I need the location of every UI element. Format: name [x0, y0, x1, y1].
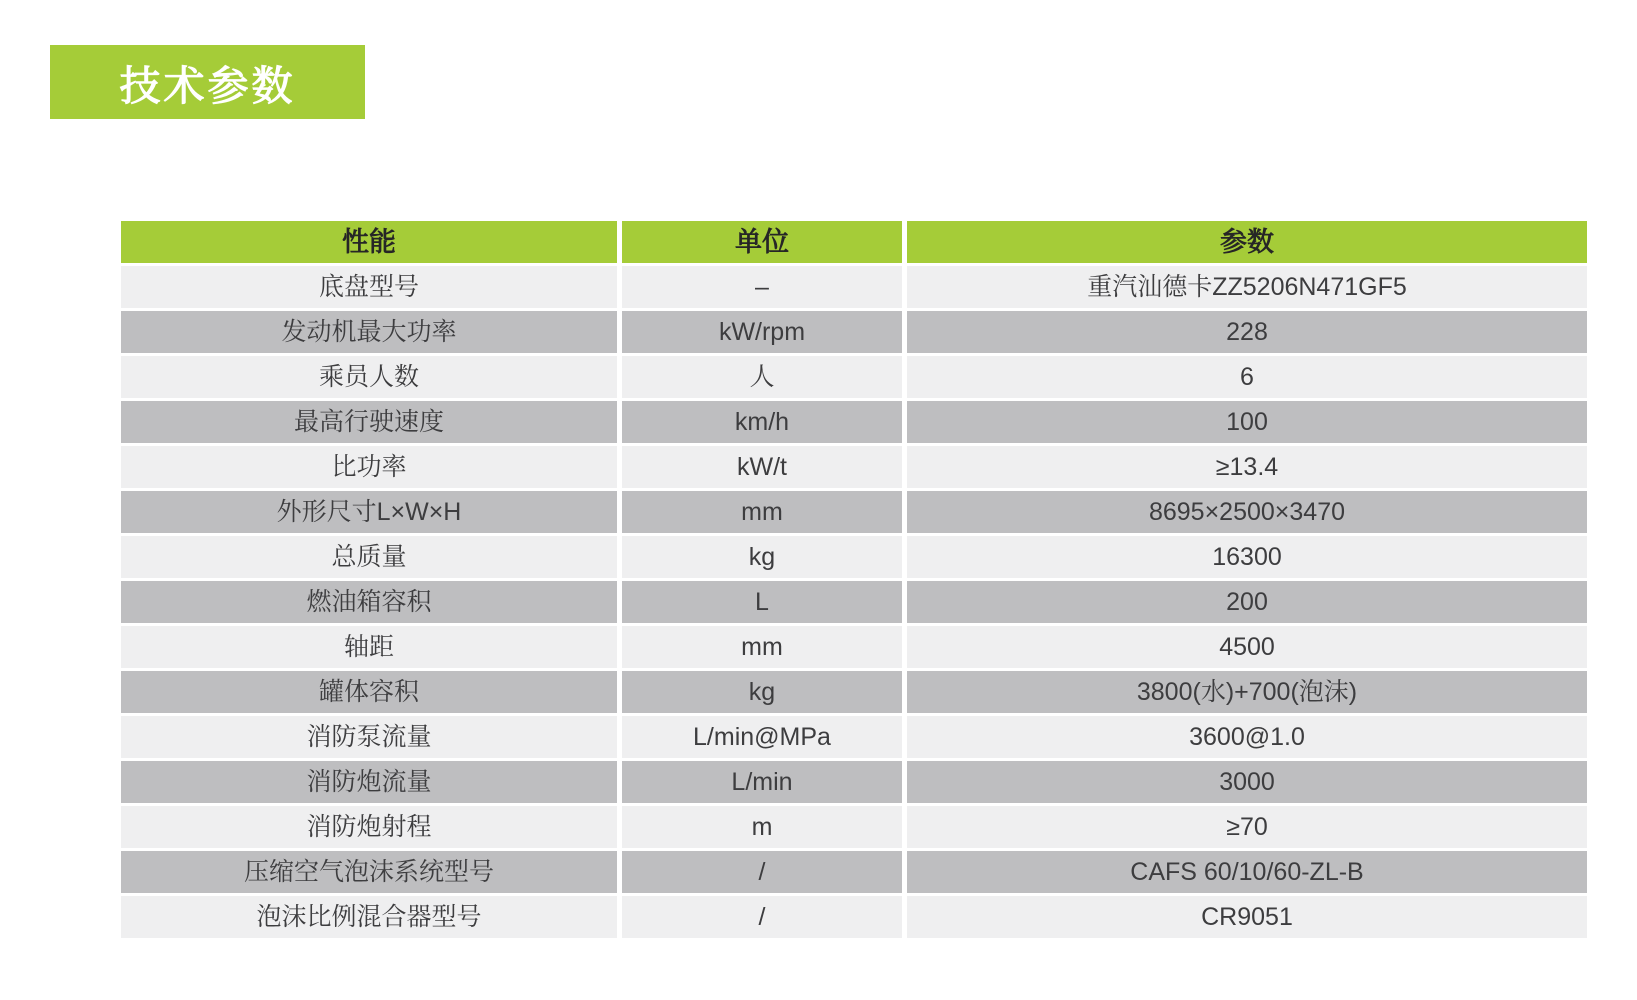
cell-unit: kW/rpm	[622, 311, 902, 353]
cell-unit: kW/t	[622, 446, 902, 488]
cell-value: 3800(水)+700(泡沫)	[907, 671, 1587, 713]
cell-property: 罐体容积	[121, 671, 617, 713]
cell-unit: mm	[622, 491, 902, 533]
cell-value: 3600@1.0	[907, 716, 1587, 758]
cell-value: 228	[907, 311, 1587, 353]
cell-value: 4500	[907, 626, 1587, 668]
cell-unit: /	[622, 896, 902, 938]
cell-unit: km/h	[622, 401, 902, 443]
cell-unit: kg	[622, 536, 902, 578]
cell-unit: 人	[622, 356, 902, 398]
cell-unit: m	[622, 806, 902, 848]
cell-property: 燃油箱容积	[121, 581, 617, 623]
section-title: 技术参数	[119, 62, 296, 109]
cell-unit: /	[622, 851, 902, 893]
column-header-value: 参数	[907, 221, 1587, 263]
cell-property: 消防炮射程	[121, 806, 617, 848]
section-title-box	[50, 45, 365, 119]
cell-value: CR9051	[907, 896, 1587, 938]
cell-unit: L/min	[622, 761, 902, 803]
cell-unit: –	[622, 266, 902, 308]
cell-value: 3000	[907, 761, 1587, 803]
cell-property: 底盘型号	[121, 266, 617, 308]
cell-property: 消防炮流量	[121, 761, 617, 803]
cell-property: 发动机最大功率	[121, 311, 617, 353]
cell-property: 泡沫比例混合器型号	[121, 896, 617, 938]
cell-value: ≥70	[907, 806, 1587, 848]
cell-value: 100	[907, 401, 1587, 443]
column-header-property: 性能	[121, 221, 617, 263]
cell-value: 重汽汕德卡ZZ5206N471GF5	[907, 266, 1587, 308]
cell-property: 比功率	[121, 446, 617, 488]
spec-table	[121, 221, 1587, 938]
cell-unit: L/min@MPa	[622, 716, 902, 758]
cell-property: 消防泵流量	[121, 716, 617, 758]
cell-value: ≥13.4	[907, 446, 1587, 488]
column-header-unit: 单位	[622, 221, 902, 263]
cell-unit: L	[622, 581, 902, 623]
cell-property: 外形尺寸L×W×H	[121, 491, 617, 533]
cell-value: 200	[907, 581, 1587, 623]
cell-unit: mm	[622, 626, 902, 668]
cell-property: 压缩空气泡沫系统型号	[121, 851, 617, 893]
cell-value: 6	[907, 356, 1587, 398]
cell-property: 最高行驶速度	[121, 401, 617, 443]
cell-value: 8695×2500×3470	[907, 491, 1587, 533]
cell-property: 轴距	[121, 626, 617, 668]
cell-value: 16300	[907, 536, 1587, 578]
cell-property: 总质量	[121, 536, 617, 578]
cell-value: CAFS 60/10/60-ZL-B	[907, 851, 1587, 893]
cell-property: 乘员人数	[121, 356, 617, 398]
cell-unit: kg	[622, 671, 902, 713]
